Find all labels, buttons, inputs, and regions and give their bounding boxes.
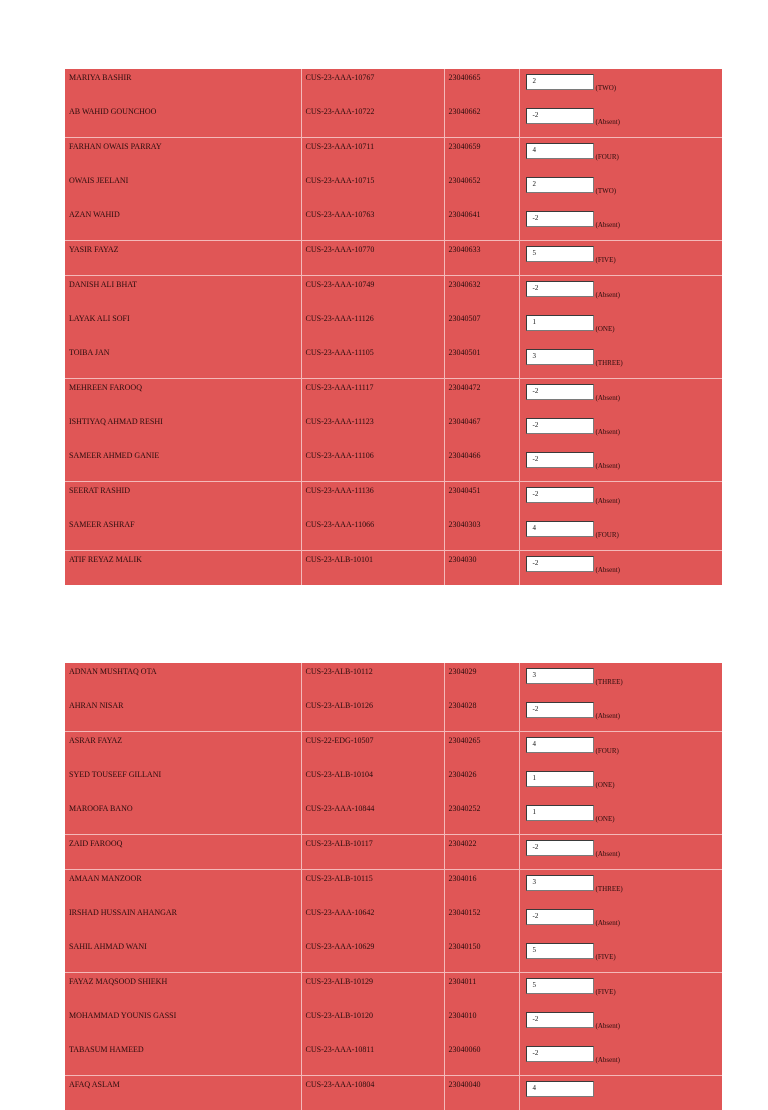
marks-input[interactable]: 4 (526, 143, 594, 159)
marks-cell (519, 1007, 722, 1041)
marks-input[interactable]: 1 (526, 805, 594, 821)
marks-cell (519, 870, 722, 905)
student-name: AFAQ ASLAM (65, 1076, 301, 1110)
student-row (65, 69, 722, 103)
marks-in-words: (Absent) (596, 461, 621, 471)
marks-table-1 (65, 69, 722, 585)
marks-in-words: (FOUR) (596, 152, 619, 162)
student-row (65, 870, 722, 905)
marks-cell (519, 413, 722, 447)
registration-number: CUS-23-AAA-10711 (301, 138, 444, 173)
registration-number: CUS-23-AAA-10749 (301, 276, 444, 311)
student-row (65, 1076, 722, 1110)
student-row (65, 310, 722, 344)
marks-cell (519, 447, 722, 482)
student-name: YASIR FAYAZ (65, 241, 301, 276)
roll-number: 23040060 (444, 1041, 519, 1076)
registration-number: CUS-23-AAA-10844 (301, 800, 444, 835)
marks-in-words: (FOUR) (596, 530, 619, 540)
roll-number: 23040472 (444, 379, 519, 414)
roll-number: 23040303 (444, 516, 519, 551)
roll-number: 2304016 (444, 870, 519, 905)
student-name: TABASUM HAMEED (65, 1041, 301, 1076)
student-name: IRSHAD HUSSAIN AHANGAR (65, 904, 301, 938)
student-row (65, 800, 722, 835)
marks-input[interactable]: 2 (526, 74, 594, 90)
student-name: ADNAN MUSHTAQ OTA (65, 663, 301, 697)
registration-number: CUS-23-ALB-10101 (301, 551, 444, 586)
student-row (65, 379, 722, 414)
student-name: SYED TOUSEEF GILLANI (65, 766, 301, 800)
marks-cell (519, 379, 722, 414)
roll-number: 23040451 (444, 482, 519, 517)
marks-in-words: (THREE) (596, 677, 623, 687)
marks-input[interactable]: 1 (526, 771, 594, 787)
student-name: SAMEER AHMED GANIE (65, 447, 301, 482)
student-row (65, 344, 722, 379)
marks-cell (519, 516, 722, 551)
marks-in-words: (ONE) (596, 814, 615, 824)
marks-input[interactable]: 5 (526, 978, 594, 994)
registration-number: CUS-23-AAA-11105 (301, 344, 444, 379)
registration-number: CUS-23-AAA-11123 (301, 413, 444, 447)
registration-number: CUS-23-AAA-10811 (301, 1041, 444, 1076)
student-name: SEERAT RASHID (65, 482, 301, 517)
student-name: AZAN WAHID (65, 206, 301, 241)
roll-number: 2304022 (444, 835, 519, 870)
marks-input[interactable]: -2 (526, 452, 594, 468)
marks-cell (519, 551, 722, 586)
marks-input[interactable]: -2 (526, 487, 594, 503)
registration-number: CUS-22-EDG-10507 (301, 732, 444, 767)
registration-number: CUS-23-ALB-10104 (301, 766, 444, 800)
marks-in-words: (Absent) (596, 393, 621, 403)
marks-input[interactable]: -2 (526, 1046, 594, 1062)
student-row (65, 516, 722, 551)
registration-number: CUS-23-AAA-10642 (301, 904, 444, 938)
registration-number: CUS-23-ALB-10129 (301, 973, 444, 1008)
roll-number: 23040150 (444, 938, 519, 973)
marks-cell (519, 241, 722, 276)
marks-cell (519, 172, 722, 206)
registration-number: CUS-23-AAA-11136 (301, 482, 444, 517)
student-row (65, 276, 722, 311)
student-name: FARHAN OWAIS PARRAY (65, 138, 301, 173)
roll-number: 23040652 (444, 172, 519, 206)
roll-number: 23040152 (444, 904, 519, 938)
roll-number: 23040659 (444, 138, 519, 173)
roll-number: 2304010 (444, 1007, 519, 1041)
marks-input[interactable]: -2 (526, 108, 594, 124)
roll-number: 2304026 (444, 766, 519, 800)
marks-in-words: (Absent) (596, 1021, 621, 1031)
marks-in-words: (Absent) (596, 220, 621, 230)
marks-input[interactable]: -2 (526, 418, 594, 434)
marks-input[interactable]: 3 (526, 349, 594, 365)
registration-number: CUS-23-AAA-10722 (301, 103, 444, 138)
student-row (65, 172, 722, 206)
marks-in-words: (Absent) (596, 918, 621, 928)
roll-number: 23040633 (444, 241, 519, 276)
registration-number: CUS-23-ALB-10120 (301, 1007, 444, 1041)
marks-cell (519, 973, 722, 1008)
marks-in-words: (TWO) (596, 186, 617, 196)
roll-number: 23040662 (444, 103, 519, 138)
student-row (65, 482, 722, 517)
student-name: LAYAK ALI SOFI (65, 310, 301, 344)
marks-cell (519, 1041, 722, 1076)
marks-input[interactable]: 3 (526, 875, 594, 891)
student-name: ATIF REYAZ MALIK (65, 551, 301, 586)
marks-input[interactable]: 4 (526, 1081, 594, 1097)
student-name: FAYAZ MAQSOOD SHIEKH (65, 973, 301, 1008)
marks-in-words: (Absent) (596, 117, 621, 127)
student-name: SAHIL AHMAD WANI (65, 938, 301, 973)
student-row (65, 835, 722, 870)
marks-in-words: (ONE) (596, 780, 615, 790)
marks-input[interactable]: 1 (526, 315, 594, 331)
registration-number: CUS-23-ALB-10115 (301, 870, 444, 905)
marks-cell (519, 310, 722, 344)
student-row (65, 938, 722, 973)
marks-in-words: (Absent) (596, 427, 621, 437)
registration-number: CUS-23-AAA-11066 (301, 516, 444, 551)
roll-number: 2304011 (444, 973, 519, 1008)
student-row (65, 241, 722, 276)
roll-number: 2304029 (444, 663, 519, 697)
student-name: ZAID FAROOQ (65, 835, 301, 870)
roll-number: 23040632 (444, 276, 519, 311)
marks-input[interactable]: -2 (526, 211, 594, 227)
marks-cell (519, 276, 722, 311)
student-row (65, 697, 722, 732)
marks-in-words: (Absent) (596, 496, 621, 506)
marks-cell (519, 732, 722, 767)
registration-number: CUS-23-AAA-11126 (301, 310, 444, 344)
student-name: TOIBA JAN (65, 344, 301, 379)
student-row (65, 551, 722, 586)
roll-number: 23040467 (444, 413, 519, 447)
roll-number: 23040501 (444, 344, 519, 379)
student-name: AMAAN MANZOOR (65, 870, 301, 905)
marks-in-words: (THREE) (596, 358, 623, 368)
marks-in-words: (Absent) (596, 1055, 621, 1065)
student-name: ASRAR FAYAZ (65, 732, 301, 767)
marks-cell (519, 69, 722, 103)
marks-in-words: (TWO) (596, 83, 617, 93)
marks-input[interactable]: -2 (526, 281, 594, 297)
student-row (65, 447, 722, 482)
student-name: MARIYA BASHIR (65, 69, 301, 103)
marks-input[interactable]: 5 (526, 246, 594, 262)
roll-number: 23040252 (444, 800, 519, 835)
marks-input[interactable]: -2 (526, 840, 594, 856)
marks-in-words: (Absent) (596, 565, 621, 575)
student-row (65, 103, 722, 138)
student-name: MEHREEN FAROOQ (65, 379, 301, 414)
registration-number: CUS-23-AAA-11106 (301, 447, 444, 482)
student-row (65, 1041, 722, 1076)
student-name: ISHTIYAQ AHMAD RESHI (65, 413, 301, 447)
roll-number: 23040265 (444, 732, 519, 767)
marks-table-2-body (65, 663, 722, 1110)
marks-cell (519, 206, 722, 241)
student-name: SAMEER ASHRAF (65, 516, 301, 551)
student-row (65, 413, 722, 447)
marks-cell (519, 663, 722, 697)
registration-number: CUS-23-ALB-10117 (301, 835, 444, 870)
student-name: AB WAHID GOUNCHOO (65, 103, 301, 138)
marks-input[interactable]: 5 (526, 943, 594, 959)
registration-number: CUS-23-AAA-10804 (301, 1076, 444, 1110)
marks-in-words: (ONE) (596, 324, 615, 334)
student-row (65, 904, 722, 938)
registration-number: CUS-23-AAA-10767 (301, 69, 444, 103)
student-row (65, 138, 722, 173)
student-row (65, 766, 722, 800)
registration-number: CUS-23-AAA-10763 (301, 206, 444, 241)
marks-cell (519, 938, 722, 973)
student-name: OWAIS JEELANI (65, 172, 301, 206)
student-name: MOHAMMAD YOUNIS GASSI (65, 1007, 301, 1041)
roll-number: 23040641 (444, 206, 519, 241)
marks-in-words: (FOUR) (596, 746, 619, 756)
roll-number: 2304028 (444, 697, 519, 732)
marks-table-1-body (65, 69, 722, 585)
marks-in-words: (FIVE) (596, 255, 616, 265)
student-name: DANISH ALI BHAT (65, 276, 301, 311)
registration-number: CUS-23-ALB-10126 (301, 697, 444, 732)
marks-input[interactable]: 4 (526, 521, 594, 537)
registration-number: CUS-23-AAA-11117 (301, 379, 444, 414)
marks-in-words: (Absent) (596, 290, 621, 300)
registration-number: CUS-23-AAA-10629 (301, 938, 444, 973)
marks-cell (519, 835, 722, 870)
marks-in-words: (Absent) (596, 849, 621, 859)
roll-number: 23040040 (444, 1076, 519, 1110)
student-name: MAROOFA BANO (65, 800, 301, 835)
marks-input[interactable]: -2 (526, 1012, 594, 1028)
marks-cell (519, 344, 722, 379)
marks-cell (519, 800, 722, 835)
marks-cell (519, 904, 722, 938)
marks-cell (519, 697, 722, 732)
marks-input[interactable]: -2 (526, 909, 594, 925)
marks-in-words: (FIVE) (596, 952, 616, 962)
student-row (65, 206, 722, 241)
marks-in-words: (FIVE) (596, 987, 616, 997)
marks-cell (519, 103, 722, 138)
registration-number: CUS-23-AAA-10770 (301, 241, 444, 276)
marks-input[interactable]: 3 (526, 668, 594, 684)
roll-number: 23040507 (444, 310, 519, 344)
student-row (65, 1007, 722, 1041)
student-name: AHRAN NISAR (65, 697, 301, 732)
student-row (65, 732, 722, 767)
marks-input[interactable]: 2 (526, 177, 594, 193)
roll-number: 23040466 (444, 447, 519, 482)
marks-cell (519, 138, 722, 173)
marks-cell (519, 482, 722, 517)
student-row (65, 663, 722, 697)
marks-in-words: (Absent) (596, 711, 621, 721)
marks-table-2 (65, 663, 722, 1110)
marks-cell (519, 766, 722, 800)
roll-number: 23040665 (444, 69, 519, 103)
marks-in-words: (THREE) (596, 884, 623, 894)
marks-input[interactable]: -2 (526, 384, 594, 400)
marks-cell (519, 1076, 722, 1110)
registration-number: CUS-23-AAA-10715 (301, 172, 444, 206)
marks-input[interactable]: 4 (526, 737, 594, 753)
registration-number: CUS-23-ALB-10112 (301, 663, 444, 697)
roll-number: 2304030 (444, 551, 519, 586)
student-row (65, 973, 722, 1008)
marks-input[interactable]: -2 (526, 556, 594, 572)
marks-input[interactable]: -2 (526, 702, 594, 718)
